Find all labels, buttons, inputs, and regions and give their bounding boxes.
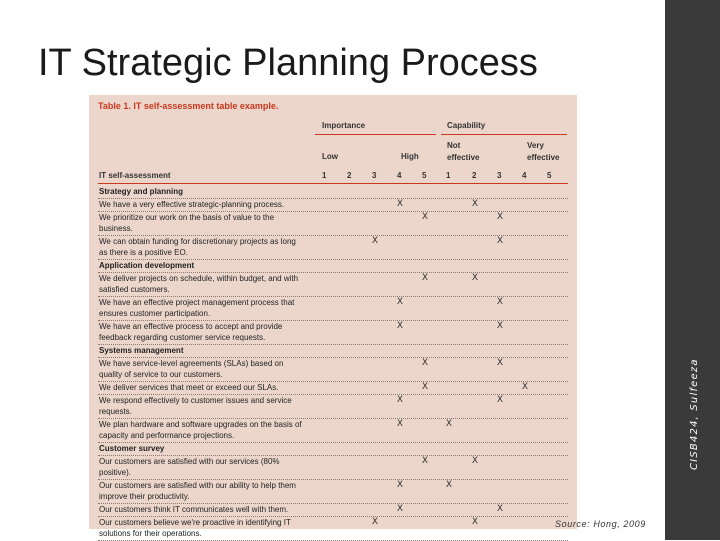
- importance-scale-1: 1: [322, 171, 327, 180]
- section-header: [89, 345, 577, 357]
- capability-mark: X: [445, 419, 453, 429]
- assessment-row: [89, 297, 577, 320]
- assessment-row: [89, 236, 577, 259]
- statement-text: We prioritize our work on the basis of value to the business.: [99, 213, 275, 233]
- section-label: Application development: [99, 261, 195, 270]
- importance-scale-3: 3: [372, 171, 377, 180]
- capability-group-rule: [441, 134, 567, 135]
- statement-text: Our customers believe we're proactive in identifying IT solutions for their operations.: [99, 518, 291, 538]
- capability-mark: X: [496, 504, 504, 514]
- statement-text: We respond effectively to customer issues and service requests.: [99, 396, 292, 416]
- statement-text: We deliver services that meet or exceed our SLAs.: [99, 383, 279, 392]
- assessment-row: [89, 199, 577, 211]
- assessment-row: [89, 517, 577, 540]
- importance-mark: X: [396, 395, 404, 405]
- table-caption: Table 1. IT self-assessment table example.: [98, 101, 279, 111]
- assessment-row: [89, 419, 577, 442]
- capability-mark: X: [471, 273, 479, 283]
- capability-mark: X: [521, 382, 529, 392]
- importance-mark: X: [396, 504, 404, 514]
- importance-mark: X: [421, 456, 429, 466]
- capability-mark: X: [496, 321, 504, 331]
- capability-mark: X: [496, 297, 504, 307]
- capability-scale-2: 2: [472, 171, 477, 180]
- statement-text: We can obtain funding for discretionary projects as long as there is a positive EO.: [99, 237, 296, 257]
- importance-group-rule: [315, 134, 436, 135]
- capability-high-label: Very effective: [527, 141, 560, 162]
- importance-mark: X: [396, 480, 404, 490]
- importance-mark: X: [396, 419, 404, 429]
- importance-mark: X: [396, 321, 404, 331]
- importance-mark: X: [371, 236, 379, 246]
- capability-mark: X: [471, 517, 479, 527]
- statement-text: Our customers think IT communicates well with them.: [99, 505, 289, 514]
- importance-mark: X: [421, 273, 429, 283]
- importance-group-header: Importance: [322, 121, 366, 130]
- section-label: Customer survey: [99, 444, 165, 453]
- assessment-row: [89, 395, 577, 418]
- statement-text: Our customers are satisfied with our ability to help them improve their productivity.: [99, 481, 296, 501]
- section-label: Systems management: [99, 346, 184, 355]
- course-author-label: CISB424, Sulfeeza: [689, 358, 700, 470]
- assessment-row: [89, 358, 577, 381]
- importance-mark: X: [396, 199, 404, 209]
- slide-title: IT Strategic Planning Process: [38, 42, 538, 84]
- statement-text: We plan hardware and software upgrades on the basis of capacity and performance projections.: [99, 420, 302, 440]
- capability-mark: X: [496, 212, 504, 222]
- capability-scale-1: 1: [446, 171, 451, 180]
- statement-text: We deliver projects on schedule, within budget, and with satisfied customers.: [99, 274, 299, 294]
- capability-low-label: Not effective: [447, 141, 480, 162]
- statement-text: We have an effective process to accept and provide feedback regarding customer service requests.: [99, 322, 283, 342]
- assessment-row: [89, 382, 577, 394]
- importance-low-label: Low: [322, 152, 338, 161]
- importance-scale-4: 4: [397, 171, 402, 180]
- capability-mark: X: [496, 395, 504, 405]
- statement-text: We have an effective project management process that ensures customer participation.: [99, 298, 295, 318]
- assessment-row: [89, 212, 577, 235]
- row-header-label: IT self-assessment: [99, 171, 171, 180]
- importance-scale-2: 2: [347, 171, 352, 180]
- section-header: [89, 443, 577, 455]
- capability-scale-4: 4: [522, 171, 527, 180]
- importance-scale-5: 5: [422, 171, 427, 180]
- importance-mark: X: [396, 297, 404, 307]
- capability-mark: X: [471, 199, 479, 209]
- importance-mark: X: [421, 358, 429, 368]
- assessment-row: [89, 321, 577, 344]
- importance-high-label: High: [401, 152, 419, 161]
- assessment-row: [89, 456, 577, 479]
- section-label: Strategy and planning: [99, 187, 184, 196]
- header-rule: [98, 183, 568, 184]
- source-citation: Source: Hong, 2009: [555, 519, 646, 529]
- importance-mark: X: [421, 212, 429, 222]
- section-header: [89, 186, 577, 198]
- assessment-row: [89, 504, 577, 516]
- capability-scale-3: 3: [497, 171, 502, 180]
- statement-text: We have a very effective strategic-planning process.: [99, 200, 285, 209]
- statement-text: We have service-level agreements (SLAs) based on quality of service to our customers.: [99, 359, 284, 379]
- importance-mark: X: [421, 382, 429, 392]
- statement-text: Our customers are satisfied with our services (80% positive).: [99, 457, 280, 477]
- importance-mark: X: [371, 517, 379, 527]
- assessment-row: [89, 273, 577, 296]
- capability-mark: X: [471, 456, 479, 466]
- capability-scale-5: 5: [547, 171, 552, 180]
- capability-mark: X: [445, 480, 453, 490]
- capability-mark: X: [496, 358, 504, 368]
- capability-group-header: Capability: [447, 121, 486, 130]
- section-header: [89, 260, 577, 272]
- assessment-row: [89, 480, 577, 503]
- capability-mark: X: [496, 236, 504, 246]
- self-assessment-table: [89, 95, 577, 538]
